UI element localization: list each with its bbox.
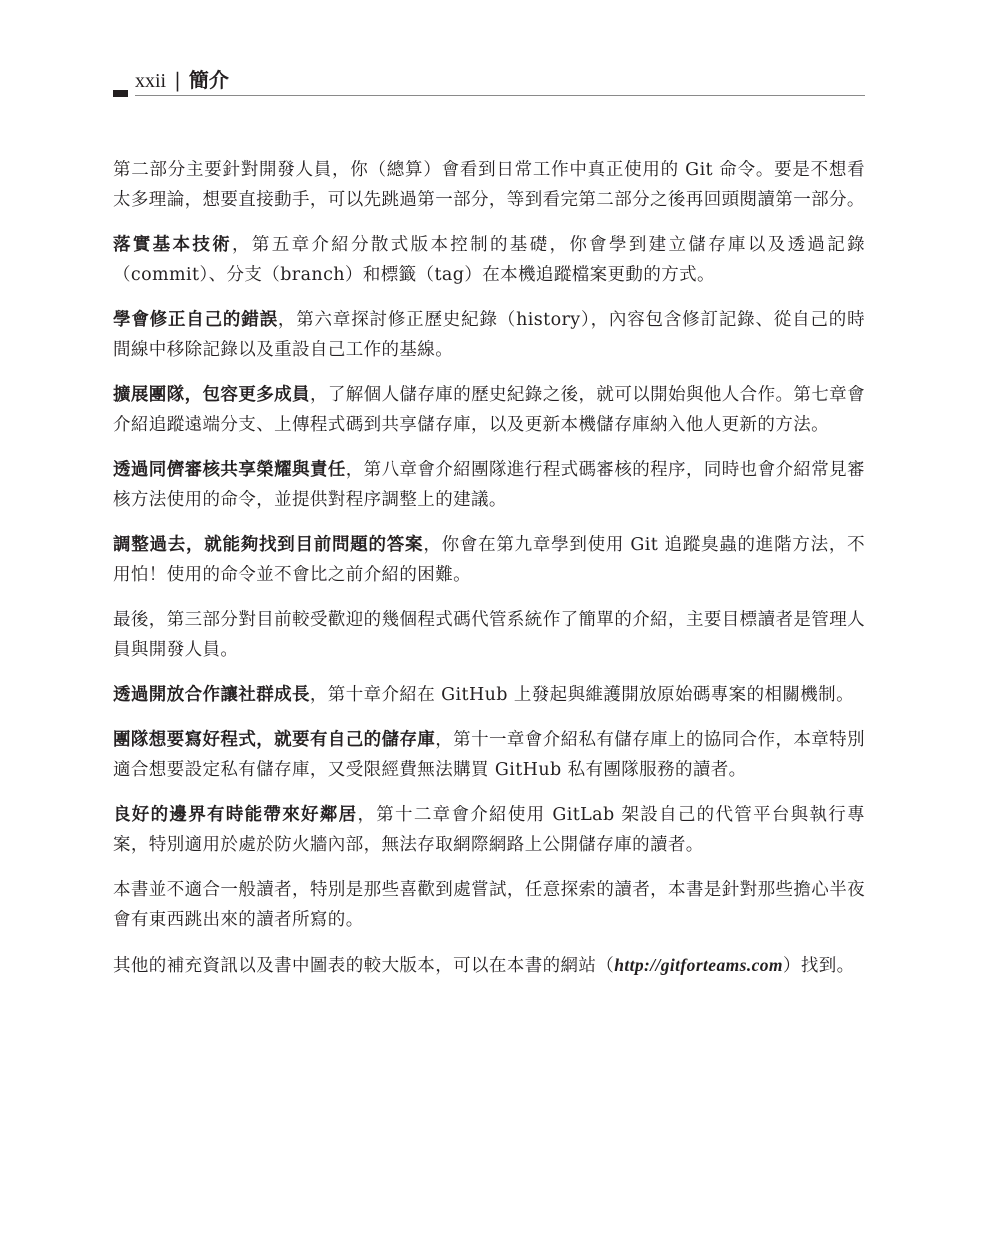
paragraph-text: 其他的補充資訊以及書中圖表的較大版本，可以在本書的網站（ bbox=[113, 956, 615, 976]
paragraph-website bbox=[113, 950, 865, 981]
paragraph-text: 第二部分主要針對開發人員，你（總算）會看到日常工作中真正使用的 Git 命令。要是不想看太多理論，想要直接動手，可以先跳過第一部分，等到看完第二部分之後再回頭閱讀第一部分。 bbox=[113, 160, 865, 210]
page-body bbox=[113, 155, 865, 996]
paragraph bbox=[113, 605, 865, 665]
header-text bbox=[135, 68, 229, 93]
paragraph-text: ，第十二章會介紹使用 GitLab 架設自己的代管平台與執行專案，特別適用於處於防火牆內部，無法存取網際網路上公開儲存庫的讀者。 bbox=[113, 805, 865, 855]
paragraph-text: ，第八章會介紹團隊進行程式碼審核的程序，同時也會介紹常見審核方法使用的命令，並提供對程序調整上的建議。 bbox=[113, 460, 865, 510]
header-rule bbox=[135, 95, 865, 96]
paragraph bbox=[113, 455, 865, 515]
paragraph-lead: 良好的邊界有時能帶來好鄰居 bbox=[113, 805, 358, 825]
paragraph bbox=[113, 530, 865, 590]
paragraph-lead: 透過同儕審核共享榮耀與責任 bbox=[113, 460, 346, 480]
paragraph bbox=[113, 230, 865, 290]
paragraph-text: ，你會在第九章學到使用 Git 追蹤臭蟲的進階方法，不用怕！使用的命令並不會比之前介紹的困難。 bbox=[113, 535, 865, 585]
paragraph-text: ，了解個人儲存庫的歷史紀錄之後，就可以開始與他人合作。第七章會介紹追蹤遠端分支、上傳程式碼到共享儲存庫，以及更新本機儲存庫納入他人更新的方法。 bbox=[113, 385, 865, 435]
paragraph-text: ，第五章介紹分散式版本控制的基礎，你會學到建立儲存庫以及透過記錄（commit）、分支（branch）和標籤（tag）在本機追蹤檔案更動的方式。 bbox=[113, 235, 865, 285]
paragraph bbox=[113, 725, 865, 785]
paragraph-text: ，第十一章會介紹私有儲存庫上的協同合作，本章特別適合想要設定私有儲存庫，又受限經費無法購買 GitHub 私有團隊服務的讀者。 bbox=[113, 730, 865, 780]
running-header bbox=[113, 66, 865, 98]
paragraph bbox=[113, 875, 865, 935]
paragraph-lead: 透過開放合作讓社群成長 bbox=[113, 685, 310, 705]
paragraph-text: 本書並不適合一般讀者，特別是那些喜歡到處嘗試，任意探索的讀者，本書是針對那些擔心半夜會有東西跳出來的讀者所寫的。 bbox=[113, 880, 865, 930]
website-url[interactable]: http://gitforteams.com bbox=[614, 955, 783, 975]
header-separator: | bbox=[174, 68, 181, 92]
paragraph-lead: 團隊想要寫好程式，就要有自己的儲存庫 bbox=[113, 730, 436, 750]
paragraph-lead: 落實基本技術 bbox=[113, 235, 233, 255]
paragraph-lead: 學會修正自己的錯誤 bbox=[113, 310, 278, 330]
paragraph bbox=[113, 680, 865, 710]
paragraph-lead: 擴展團隊，包容更多成員 bbox=[113, 385, 310, 405]
paragraph-text: 最後，第三部分對目前較受歡迎的幾個程式碼代管系統作了簡單的介紹，主要目標讀者是管理人員與開發人員。 bbox=[113, 610, 865, 660]
header-marker bbox=[113, 90, 128, 97]
paragraph bbox=[113, 305, 865, 365]
page-number: xxii bbox=[135, 70, 167, 92]
paragraph-text: ，第六章探討修正歷史紀錄（history），內容包含修訂記錄、從自己的時間線中移除記錄以及重設自己工作的基線。 bbox=[113, 310, 865, 360]
paragraph-text: ）找到。 bbox=[782, 956, 855, 976]
paragraph bbox=[113, 800, 865, 860]
paragraph-text: ，第十章介紹在 GitHub 上發起與維護開放原始碼專案的相關機制。 bbox=[309, 685, 854, 705]
section-title: 簡介 bbox=[188, 68, 229, 92]
paragraph bbox=[113, 380, 865, 440]
paragraph bbox=[113, 155, 865, 215]
paragraph-lead: 調整過去，就能夠找到目前問題的答案 bbox=[113, 535, 424, 555]
